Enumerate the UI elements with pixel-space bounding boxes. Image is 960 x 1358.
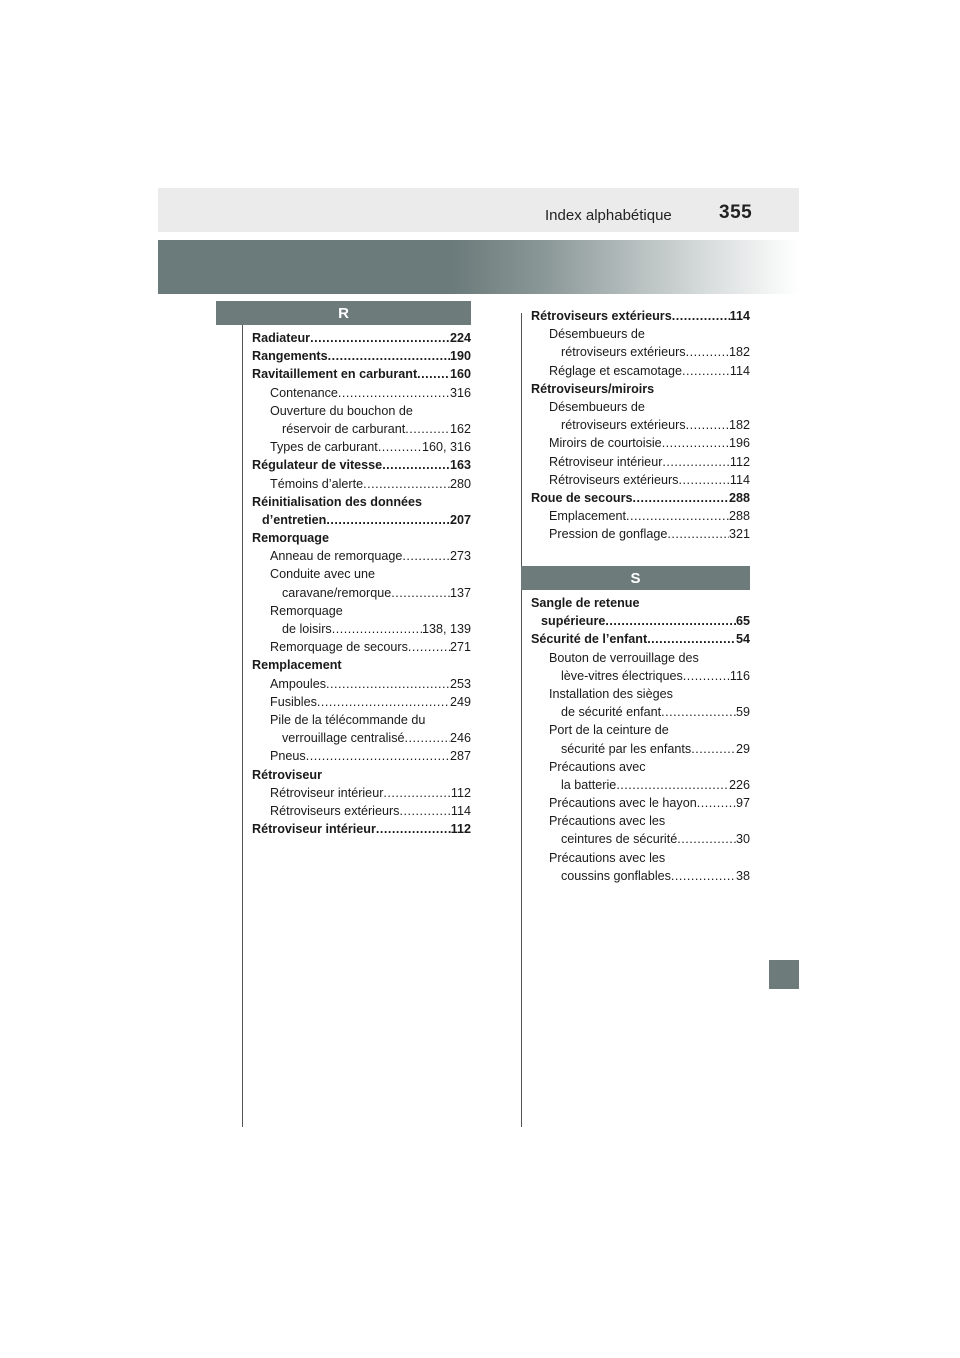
- section-letter-r: R: [216, 301, 471, 325]
- index-subentry: Fusibles ..... 249: [252, 693, 471, 711]
- index-entry: d’entretien ..... 207: [252, 511, 471, 529]
- section-letter-s: S: [521, 566, 750, 590]
- index-subentry: de loisirs ..... 138, 139: [252, 620, 471, 638]
- index-subentry: lève-vitres électriques ..... 116: [531, 667, 750, 685]
- index-subentry: Rétroviseurs extérieurs ..... 114: [252, 802, 471, 820]
- index-column-2-r: [531, 307, 750, 543]
- index-subentry: Rétroviseurs extérieurs ..... 114: [531, 471, 750, 489]
- index-subentry: sécurité par les enfants ..... 29: [531, 740, 750, 758]
- header-band: [158, 188, 799, 232]
- index-entry: Radiateur ..... 224: [252, 329, 471, 347]
- index-subentry: Emplacement ..... 288: [531, 507, 750, 525]
- column-divider-left: [242, 313, 243, 1127]
- index-subentry: Remorquage de secours ..... 271: [252, 638, 471, 656]
- index-entry: Roue de secours ..... 288: [531, 489, 750, 507]
- index-subentry: Désembueurs de: [549, 399, 645, 414]
- index-subentry: Réglage et escamotage ..... 114: [531, 362, 750, 380]
- index-subentry: rétroviseurs extérieurs ..... 182: [531, 416, 750, 434]
- index-entry: Ravitaillement en carburant ..... 160: [252, 365, 471, 383]
- index-column-1: [252, 329, 471, 838]
- index-thumb-tab: [769, 960, 799, 989]
- index-column-2-s: [531, 594, 750, 885]
- index-subentry: Contenance ..... 316: [252, 384, 471, 402]
- section-title: Index alphabétique: [545, 207, 672, 224]
- header-gradient-bar: [158, 240, 799, 294]
- index-subentry: Précautions avec le hayon ..... 97: [531, 794, 750, 812]
- index-subentry: Conduite avec une: [270, 567, 376, 582]
- index-entry: Rétroviseurs/miroirs: [531, 381, 655, 396]
- index-subentry: Rétroviseur intérieur ..... 112: [252, 784, 471, 802]
- index-subentry: Rétroviseur intérieur ..... 112: [531, 453, 750, 471]
- column-divider-middle: [521, 313, 522, 1127]
- index-entry: Rétroviseur: [252, 767, 322, 782]
- index-subentry: rétroviseurs extérieurs ..... 182: [531, 343, 750, 361]
- page-number: 355: [719, 202, 753, 223]
- index-subentry: Désembueurs de: [549, 327, 645, 342]
- index-subentry: Pneus ..... 287: [252, 747, 471, 765]
- index-subentry: Port de la ceinture de: [549, 723, 669, 738]
- index-subentry: Précautions avec les: [549, 814, 666, 829]
- index-entry: Remorquage: [252, 531, 329, 546]
- index-subentry: Pile de la télécommande du: [270, 712, 426, 727]
- index-subentry: verrouillage centralisé ..... 246: [252, 729, 471, 747]
- index-entry: Remplacement: [252, 658, 342, 673]
- index-subentry: Bouton de verrouillage des: [549, 650, 699, 665]
- index-subentry: Ampoules ..... 253: [252, 675, 471, 693]
- index-subentry: Précautions avec: [549, 759, 646, 774]
- index-subentry: réservoir de carburant ..... 162: [252, 420, 471, 438]
- index-subentry: Ouverture du bouchon de: [270, 403, 413, 418]
- index-subentry: Remorquage: [270, 603, 343, 618]
- index-subentry: Précautions avec les: [549, 850, 666, 865]
- index-entry: Rangements ..... 190: [252, 347, 471, 365]
- index-entry: Rétroviseurs extérieurs ..... 114: [531, 307, 750, 325]
- index-subentry: Installation des sièges: [549, 686, 673, 701]
- index-subentry: coussins gonflables ..... 38: [531, 867, 750, 885]
- index-subentry: la batterie ..... 226: [531, 776, 750, 794]
- index-entry: Réinitialisation des données: [252, 494, 423, 509]
- index-entry: Sangle de retenue: [531, 596, 640, 610]
- index-subentry: Types de carburant ..... 160, 316: [252, 438, 471, 456]
- index-subentry: Témoins d’alerte ..... 280: [252, 475, 471, 493]
- index-subentry: Miroirs de courtoisie ..... 196: [531, 434, 750, 452]
- index-subentry: Anneau de remorquage ..... 273: [252, 547, 471, 565]
- index-subentry: ceintures de sécurité ..... 30: [531, 830, 750, 848]
- index-entry: Sécurité de l’enfant ..... 54: [531, 630, 750, 648]
- index-entry: supérieure ..... 65: [531, 612, 750, 630]
- index-subentry: Pression de gonflage ..... 321: [531, 525, 750, 543]
- index-subentry: caravane/remorque ..... 137: [252, 584, 471, 602]
- index-entry: Rétroviseur intérieur ..... 112: [252, 820, 471, 838]
- index-entry: Régulateur de vitesse ..... 163: [252, 456, 471, 474]
- index-subentry: de sécurité enfant ..... 59: [531, 703, 750, 721]
